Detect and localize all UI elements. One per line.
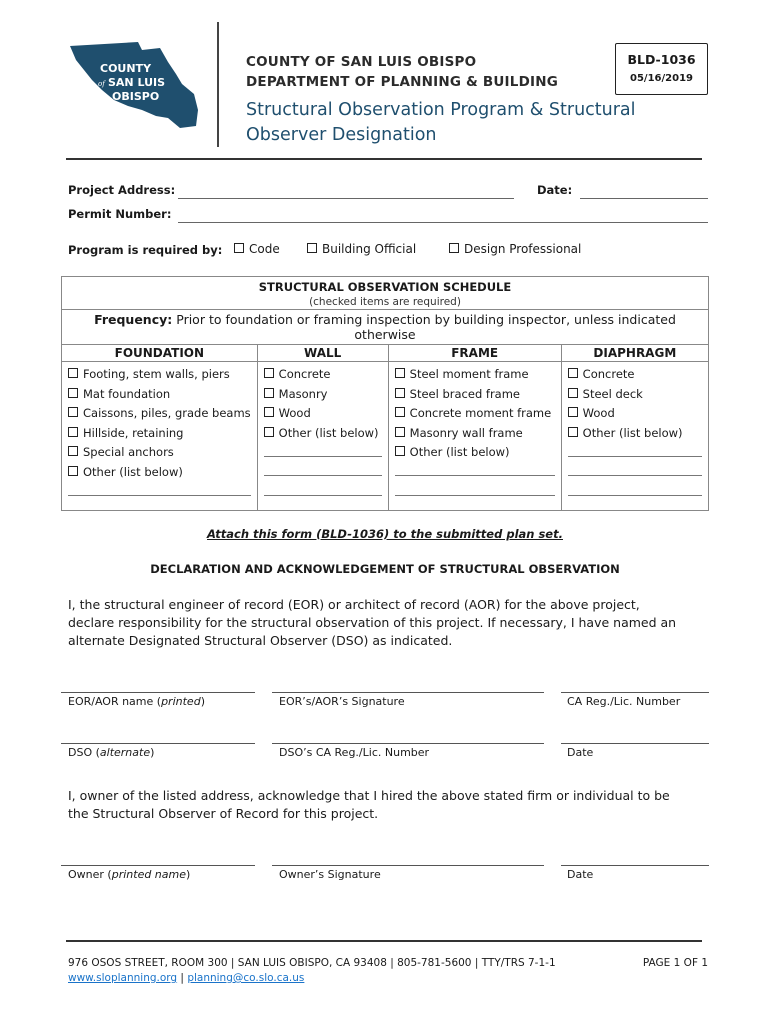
checkbox-icon[interactable] [68, 427, 78, 437]
form-title-line2: Observer Designation [246, 125, 437, 145]
checkbox-icon[interactable] [68, 407, 78, 417]
checkbox-icon[interactable] [234, 243, 244, 253]
owner-signature-line[interactable] [272, 865, 544, 866]
foundation-item[interactable] [68, 443, 251, 463]
wall-other-line[interactable] [264, 443, 382, 463]
option-code-label: Code [249, 242, 280, 256]
checkbox-icon[interactable] [395, 368, 405, 378]
item-label: Mat foundation [83, 386, 171, 401]
form-title-line1: Structural Observation Program & Structural [246, 100, 636, 120]
department-name: DEPARTMENT OF PLANNING & BUILDING [246, 74, 558, 90]
item-label: Concrete moment frame [409, 406, 552, 420]
schedule-subtitle: (checked items are required) [62, 295, 709, 310]
ca-reg-line[interactable] [561, 692, 709, 693]
owner-signature-label: Owner’s Signature [279, 868, 381, 881]
project-address-label: Project Address: [68, 183, 176, 197]
date-field[interactable] [580, 198, 708, 199]
label-text: EOR/AOR name ( [68, 695, 162, 708]
checkbox-icon[interactable] [568, 407, 578, 417]
owner-name-line[interactable] [61, 865, 255, 866]
link-separator: | [180, 972, 184, 984]
diaphragm-item[interactable] [568, 404, 702, 424]
column-header-foundation: FOUNDATION [62, 345, 258, 362]
item-label: Other (list below) [83, 464, 183, 479]
item-label: Hillside, retaining [83, 425, 184, 440]
owner-acknowledgement-text: I, owner of the listed address, acknowledge that I hired the above stated firm or individual to be the Structural Observer of Record for this project. [68, 788, 670, 821]
wall-other-line[interactable] [264, 482, 382, 502]
diaphragm-item[interactable] [568, 365, 702, 385]
item-label: Footing, stem walls, piers [83, 367, 230, 381]
date-label-2: Date [567, 868, 594, 881]
checkbox-icon[interactable] [568, 368, 578, 378]
permit-number-label: Permit Number: [68, 207, 172, 221]
option-design-professional[interactable] [449, 242, 581, 256]
diaphragm-item[interactable] [568, 385, 702, 405]
declaration-text: I, the structural engineer of record (EOR) or architect of record (AOR) for the above project, declare responsibility for the structural observation of this project. If necessary, I have named an alternate Designated Structural Observer (DSO) as indicated. [68, 597, 677, 648]
column-header-diaphragm: DIAPHRAGM [561, 345, 708, 362]
county-logo [68, 40, 202, 132]
footer-address: 976 OSOS STREET, ROOM 300 | SAN LUIS OBISPO, CA 93408 | 805-781-5600 | TTY/TRS 7-1-1 [68, 957, 556, 969]
email-link[interactable]: planning@co.slo.ca.us [187, 972, 305, 984]
owner-date-line[interactable] [561, 865, 709, 866]
foundation-item[interactable] [68, 365, 251, 385]
eor-name-line[interactable] [61, 692, 255, 693]
foundation-column [62, 362, 258, 511]
schedule-title: STRUCTURAL OBSERVATION SCHEDULE [62, 277, 709, 296]
label-text: Owner ( [68, 868, 112, 881]
owner-name-label [68, 868, 190, 881]
item-label: Wood [278, 406, 311, 420]
county-map-shape [68, 40, 202, 132]
checkbox-icon[interactable] [68, 466, 78, 476]
option-code[interactable] [234, 242, 280, 256]
frame-item[interactable] [395, 365, 555, 385]
checkbox-icon[interactable] [449, 243, 459, 253]
frequency-text: Prior to foundation or framing inspection by building inspector, unless indicated otherwise [176, 312, 676, 342]
item-label: Masonry [278, 386, 328, 401]
frequency-row [62, 310, 709, 345]
footer-page-number: PAGE 1 OF 1 [642, 957, 708, 969]
eor-signature-line[interactable] [272, 692, 544, 693]
foundation-other-line[interactable] [68, 482, 251, 502]
frame-item[interactable] [395, 424, 555, 444]
checkbox-icon[interactable] [395, 427, 405, 437]
item-label: Steel braced frame [409, 386, 521, 401]
header-divider [217, 22, 219, 147]
item-label: Other (list below) [582, 425, 683, 440]
footer-links [68, 972, 304, 984]
label-text: ) [150, 746, 155, 759]
label-text: ) [200, 695, 205, 708]
item-label: Special anchors [83, 445, 174, 459]
foundation-item[interactable] [68, 424, 251, 444]
observation-schedule-table [61, 276, 709, 511]
logo-text-san-luis: SAN LUIS [108, 76, 166, 89]
option-design-professional-label: Design Professional [464, 242, 582, 256]
item-label: Other (list below) [409, 445, 510, 459]
item-label: Masonry wall frame [409, 425, 523, 440]
form-date: 05/16/2019 [630, 73, 693, 84]
wall-other-line[interactable] [264, 463, 382, 483]
label-text: DSO ( [68, 746, 100, 759]
ca-reg-label: CA Reg./Lic. Number [567, 695, 681, 708]
form-number-box [615, 43, 708, 95]
wall-item[interactable] [264, 404, 382, 424]
footer-rule [66, 940, 702, 942]
diaphragm-column [561, 362, 708, 511]
header-rule [66, 158, 702, 160]
date-label: Date: [537, 183, 573, 197]
wall-item[interactable] [264, 365, 382, 385]
form-title [246, 98, 666, 148]
checkbox-icon[interactable] [568, 388, 578, 398]
label-italic: alternate [99, 746, 151, 759]
frame-item[interactable] [395, 385, 555, 405]
column-header-wall: WALL [257, 345, 388, 362]
item-label: Other (list below) [278, 425, 379, 440]
frame-item[interactable] [395, 404, 555, 424]
form-number: BLD-1036 [627, 52, 696, 67]
checkbox-icon[interactable] [264, 407, 274, 417]
item-label: Steel deck [582, 386, 643, 401]
permit-number-field[interactable] [178, 222, 708, 223]
foundation-item[interactable] [68, 404, 251, 424]
checkbox-icon[interactable] [395, 388, 405, 398]
attach-form-note: Attach this form (BLD-1036) to the submitted plan set. [207, 527, 563, 541]
dso-reg-line[interactable] [272, 743, 544, 744]
item-label: Caissons, piles, grade beams [83, 406, 251, 420]
declaration-title: DECLARATION AND ACKNOWLEDGEMENT OF STRUCTURAL OBSERVATION [150, 562, 620, 576]
checkbox-icon[interactable] [264, 388, 274, 398]
diaphragm-other-line[interactable] [568, 463, 702, 483]
item-label: Concrete [582, 367, 635, 381]
label-italic: printed name [111, 868, 187, 881]
website-link[interactable]: www.sloplanning.org [68, 972, 178, 984]
frame-item[interactable] [395, 443, 555, 463]
wall-item[interactable] [264, 424, 382, 444]
item-label: Wood [582, 406, 615, 420]
foundation-item[interactable] [68, 463, 251, 483]
checkbox-icon[interactable] [395, 446, 405, 456]
logo-text-county: COUNTY [100, 62, 152, 75]
eor-signature-label: EOR’s/AOR’s Signature [279, 695, 405, 708]
label-text: ) [186, 868, 191, 881]
diaphragm-other-line[interactable] [568, 443, 702, 463]
item-label: Steel moment frame [409, 367, 529, 381]
wall-column [257, 362, 388, 511]
checkbox-icon[interactable] [395, 407, 405, 417]
frequency-label: Frequency: [94, 312, 173, 327]
item-label: Concrete [278, 367, 331, 381]
label-italic: printed [161, 695, 201, 708]
wall-item[interactable] [264, 385, 382, 405]
frame-other-line[interactable] [395, 463, 555, 483]
date-line[interactable] [561, 743, 709, 744]
date-label-1: Date [567, 746, 594, 759]
checkbox-icon[interactable] [264, 368, 274, 378]
county-name: COUNTY OF SAN LUIS OBISPO [246, 54, 477, 70]
frame-column [388, 362, 561, 511]
diaphragm-item[interactable] [568, 424, 702, 444]
frame-other-line[interactable] [395, 482, 555, 502]
foundation-item[interactable] [68, 385, 251, 405]
diaphragm-other-line[interactable] [568, 482, 702, 502]
checkbox-icon[interactable] [68, 368, 78, 378]
checkbox-icon[interactable] [264, 427, 274, 437]
project-address-field[interactable] [178, 198, 514, 199]
option-building-official[interactable] [307, 242, 416, 256]
program-required-label: Program is required by: [68, 243, 223, 257]
logo-text-obispo: OBISPO [112, 90, 160, 103]
dso-label [68, 746, 154, 759]
checkbox-icon[interactable] [68, 388, 78, 398]
column-header-frame: FRAME [388, 345, 561, 362]
dso-line[interactable] [61, 743, 255, 744]
checkbox-icon[interactable] [307, 243, 317, 253]
logo-text-of: of [98, 80, 105, 88]
eor-name-label [68, 695, 205, 708]
dso-reg-label: DSO’s CA Reg./Lic. Number [279, 746, 430, 759]
checkbox-icon[interactable] [568, 427, 578, 437]
option-building-official-label: Building Official [322, 242, 417, 256]
checkbox-icon[interactable] [68, 446, 78, 456]
